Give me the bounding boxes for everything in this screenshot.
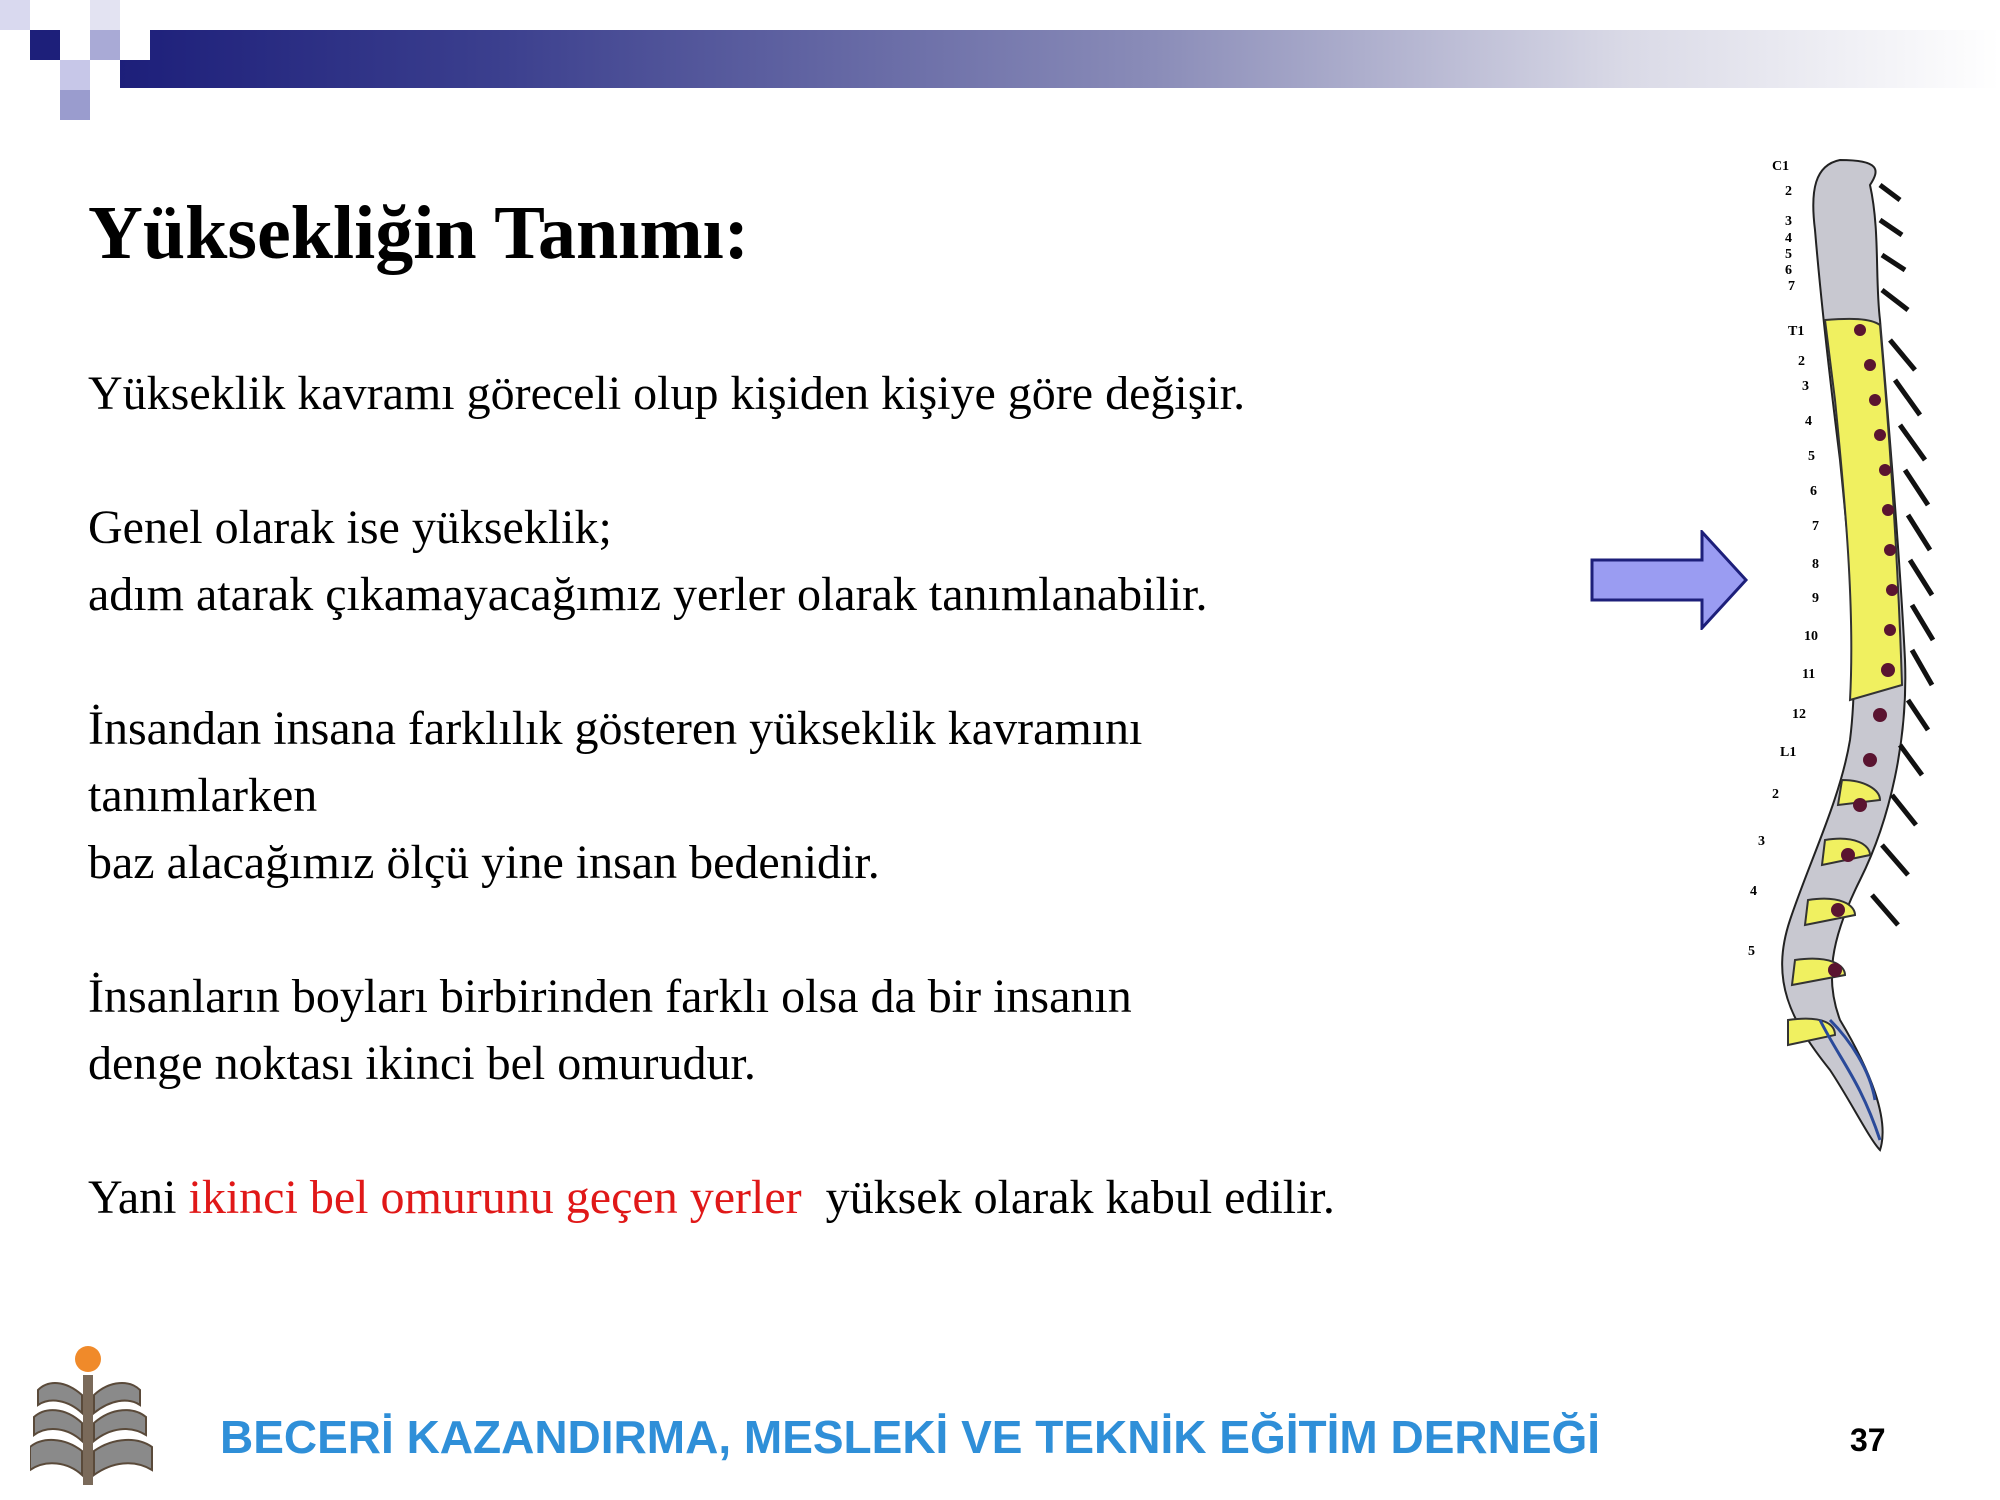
spine-label-l3: 3 (1758, 834, 1765, 849)
spine-label-t10: 10 (1804, 629, 1818, 644)
decor-square-5 (60, 90, 90, 120)
decor-square-4 (90, 30, 120, 60)
spine-label-t11: 11 (1802, 667, 1816, 682)
spine-label-t8: 8 (1812, 557, 1819, 572)
paragraph-5-highlight: ikinci bel omurunu geçen yerler (188, 1171, 802, 1224)
paragraph-2-line-2: adım atarak çıkamayacağımız yerler olarak tanımlanabilir. (88, 568, 1208, 621)
paragraph-3-line-2: tanımlarken (88, 769, 318, 822)
spine-label-t4: 4 (1805, 414, 1812, 429)
spine-label-t12: 12 (1792, 707, 1806, 722)
decor-square-1 (0, 0, 30, 30)
paragraph-5-suffix: yüksek olarak kabul edilir. (825, 1171, 1335, 1224)
header-decoration (0, 0, 2000, 130)
spine-label-t9: 9 (1812, 591, 1819, 606)
header-gradient-bar (120, 30, 2000, 88)
paragraph-4-line-2: denge noktası ikinci bel omurudur. (88, 1037, 756, 1090)
spine-illustration (1730, 140, 1940, 1160)
page-number: 37 (1850, 1422, 1886, 1458)
slide-body (88, 360, 1688, 1231)
decor-square-7 (120, 30, 150, 60)
decor-square-3 (60, 60, 90, 90)
spine-label-t1: T1 (1788, 324, 1805, 339)
spine-label-t2: 2 (1798, 354, 1805, 369)
slide-title: Yüksekliğin Tanımı: (88, 191, 750, 275)
spine-label-t3: 3 (1802, 379, 1809, 394)
paragraph-3-line-1: İnsandan insana farklılık gösteren yükseklik kavramını (88, 702, 1143, 755)
paragraph-1: Yükseklik kavramı göreceli olup kişiden kişiye göre değişir. (88, 367, 1246, 420)
paragraph-2-line-1: Genel olarak ise yükseklik; (88, 501, 612, 554)
spine-label-c6: 6 (1785, 263, 1792, 278)
spine-label-l2: 2 (1772, 787, 1779, 802)
spacer (88, 628, 1688, 695)
spine-label-t6: 6 (1810, 484, 1817, 499)
association-logo-icon (30, 1345, 170, 1490)
paragraph-5-prefix: Yani (88, 1171, 177, 1224)
footer-organization-name: BECERİ KAZANDIRMA, MESLEKİ VE TEKNİK EĞİTİM DERNEĞİ (220, 1411, 1601, 1463)
spine-label-c2: 2 (1785, 184, 1792, 199)
spine-label-c7: 7 (1788, 279, 1795, 294)
spacer (88, 427, 1688, 494)
spine-label-c4: 4 (1785, 231, 1792, 246)
paragraph-5 (88, 1164, 1688, 1231)
spacer (88, 1097, 1688, 1164)
spine-label-t5: 5 (1808, 449, 1815, 464)
spine-label-c5: 5 (1785, 247, 1792, 262)
decor-square-6 (90, 0, 120, 30)
spine-label-c3: 3 (1785, 214, 1792, 229)
arrow-right-icon (1590, 530, 1750, 630)
spacer (88, 896, 1688, 963)
decor-square-2 (30, 30, 60, 60)
spine-label-c1: C1 (1772, 159, 1790, 174)
paragraph-4-line-1: İnsanların boyları birbirinden farklı olsa da bir insanın (88, 970, 1132, 1023)
spine-label-l4: 4 (1750, 884, 1757, 899)
spine-label-l5: 5 (1748, 944, 1755, 959)
spine-label-t7: 7 (1812, 519, 1819, 534)
spine-label-l1: L1 (1780, 745, 1797, 760)
paragraph-3-line-3: baz alacağımız ölçü yine insan bedenidir. (88, 836, 880, 889)
